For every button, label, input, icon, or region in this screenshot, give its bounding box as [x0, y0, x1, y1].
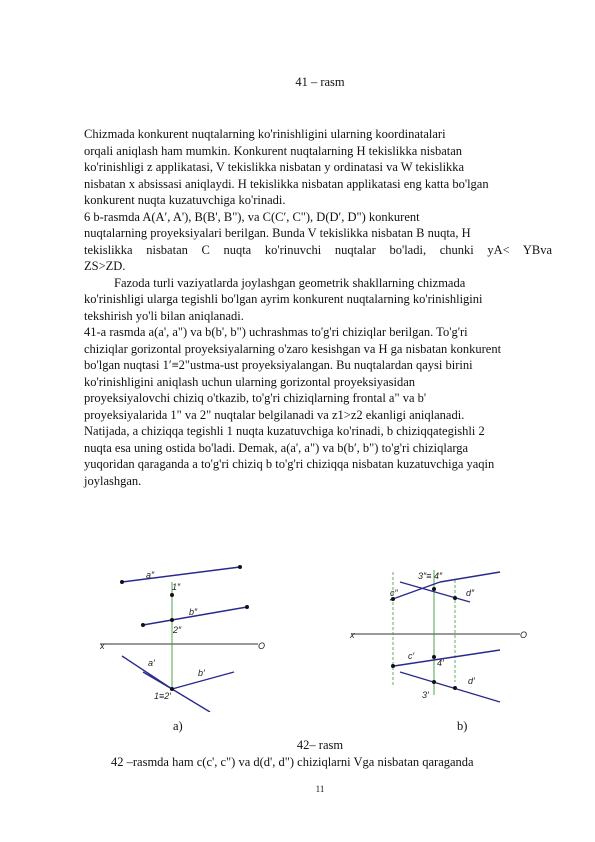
- point: [141, 623, 145, 627]
- figure-label-b: b): [457, 719, 468, 733]
- text-line: tekshirish yo'li bilan aniqlanadi.: [84, 308, 244, 323]
- point: [245, 605, 249, 609]
- body-text: [84, 126, 552, 489]
- line-d1: [400, 672, 500, 702]
- text-line: nisbatan x absissasi aniqlaydi. H tekislikka nisbatan applikatasi eng katta bo'lgan: [84, 176, 489, 191]
- label-a1: a′: [148, 658, 155, 668]
- text-line: yuqoridan qaraganda a to'g'ri chiziq b to'g'ri chiziqqa nisbatan kuzatuvchiga yaqin: [84, 457, 495, 471]
- point: [453, 686, 457, 690]
- text-line: ko'rinishligi z applikatasi, V tekislikka nisbatan y ordinatasi va W tekislikka: [84, 160, 465, 174]
- text-line: 41-a rasmda a(a', a") va b(b', b") uchrashmas to'g'ri chiziqlar berilgan. To'g'ri: [84, 325, 468, 339]
- figure-b: [349, 570, 527, 702]
- point-34: [432, 587, 436, 591]
- label-x-b: x: [350, 630, 355, 640]
- figures-42: [0, 562, 595, 712]
- paragraph-1: [84, 126, 552, 209]
- line-a2: [122, 567, 240, 582]
- text-line: konkurent nuqta kuzatuvchiga ko'rinadi.: [84, 193, 286, 207]
- point-1: [170, 593, 174, 597]
- text-line: Fazoda turli vaziyatlarda joylashgan geometrik shakllarning chizmada: [114, 275, 466, 290]
- label-p34: 3″≡ 4″: [418, 571, 443, 581]
- label-c1: c′: [408, 651, 415, 661]
- label-p12: 1≡2′: [154, 691, 171, 701]
- label-o-b: O: [520, 630, 528, 640]
- text-line: chiziqlar gorizontal proyeksiyalarning o'zaro kesishgan va H ga nisbatan konkurent: [84, 341, 502, 356]
- text-line: ko'rinishligi ularga tegishli bo'lgan ayrim konkurent nuqtalarning ko'rinishligini: [84, 292, 483, 306]
- figure-caption-top: 41 – rasm: [295, 75, 345, 89]
- text-line: 6 b-rasmda A(A′, A'), B(B', B"), va C(C′, C"), D(D′, D") konkurent: [84, 209, 420, 224]
- figure-caption-bottom: 42– rasm: [296, 738, 344, 752]
- point-3: [432, 680, 436, 684]
- line-b1-part1: [143, 672, 172, 689]
- text-line: joylashgan.: [84, 473, 142, 488]
- text-line: orqali aniqlash ham mumkin. Konkurent nuqtalarning H tekislikka nisbatan: [84, 143, 463, 158]
- figure-label-a: a): [173, 719, 183, 733]
- text-line: nuqta esa uning ostida bo'ladi. Demak, a(a', a") va b(b′, b") to'g'ri chiziqlarga: [84, 440, 469, 455]
- point: [120, 580, 124, 584]
- line-c2-part2: [440, 572, 500, 582]
- line-b1-part2: [172, 689, 210, 712]
- label-c2: c″: [390, 588, 398, 598]
- label-b2: b″: [189, 607, 198, 617]
- text-line: tekislikka nisbatan C nuqta ko'rinuvchi nuqtalar bo'ladi, chunki yA< YBva: [84, 242, 552, 257]
- label-b1: b′: [198, 668, 205, 678]
- label-p3: 3′: [422, 690, 429, 700]
- text-line: proyeksiyalarida 1" va 2" nuqtalar belgilanadi va z1>z2 ekanligi aniqlanadi.: [84, 407, 465, 422]
- label-p2: 2″: [173, 625, 182, 635]
- paragraph-4: [84, 324, 552, 489]
- label-o-a: O: [258, 641, 266, 651]
- point: [391, 664, 395, 668]
- label-d1: d′: [468, 676, 475, 686]
- last-line: 42 –rasmda ham c(c', c") va d(d', d") chiziqlarni Vga nisbatan qaraganda: [111, 755, 474, 769]
- point: [453, 596, 457, 600]
- label-x-a: x: [100, 641, 105, 651]
- label-p4: 4′: [437, 658, 444, 668]
- text-line: Natijada, a chiziqqa tegishli 1 nuqta kuzatuvchiga ko'rinadi, b chiziqqategishli 2: [84, 424, 485, 438]
- text-line: ZS>ZD.: [84, 259, 126, 273]
- label-a2: a″: [146, 570, 155, 580]
- paragraph-3: [84, 275, 552, 325]
- text-line: nuqtalarning proyeksiyalari berilgan. Bunda V tekislikka nisbatan B nuqta, H: [84, 226, 471, 240]
- point-4: [432, 655, 436, 659]
- text-line: ko'rinishligini aniqlash uchun ularning gorizontal proyeksiyasidan: [84, 374, 416, 389]
- text-line: bo'lgan nuqtasi 1′≡2"ustma-ust proyeksiyalangan. Bu nuqtalardan qaysi birini: [84, 358, 473, 372]
- text-line: Chizmada konkurent nuqtalarning ko'rinishligini ularning koordinatalari: [84, 127, 446, 141]
- page-number: 11: [315, 784, 325, 794]
- label-d2: d″: [466, 588, 475, 598]
- figure-a: [99, 565, 265, 712]
- text-line: proyeksiyalovchi chiziq o'tkazib, to'g'ri chiziqlarning frontal a" va b': [84, 391, 427, 405]
- point: [238, 565, 242, 569]
- paragraph-2: [84, 209, 552, 275]
- point-2: [170, 618, 174, 622]
- label-p1: 1″: [172, 582, 181, 592]
